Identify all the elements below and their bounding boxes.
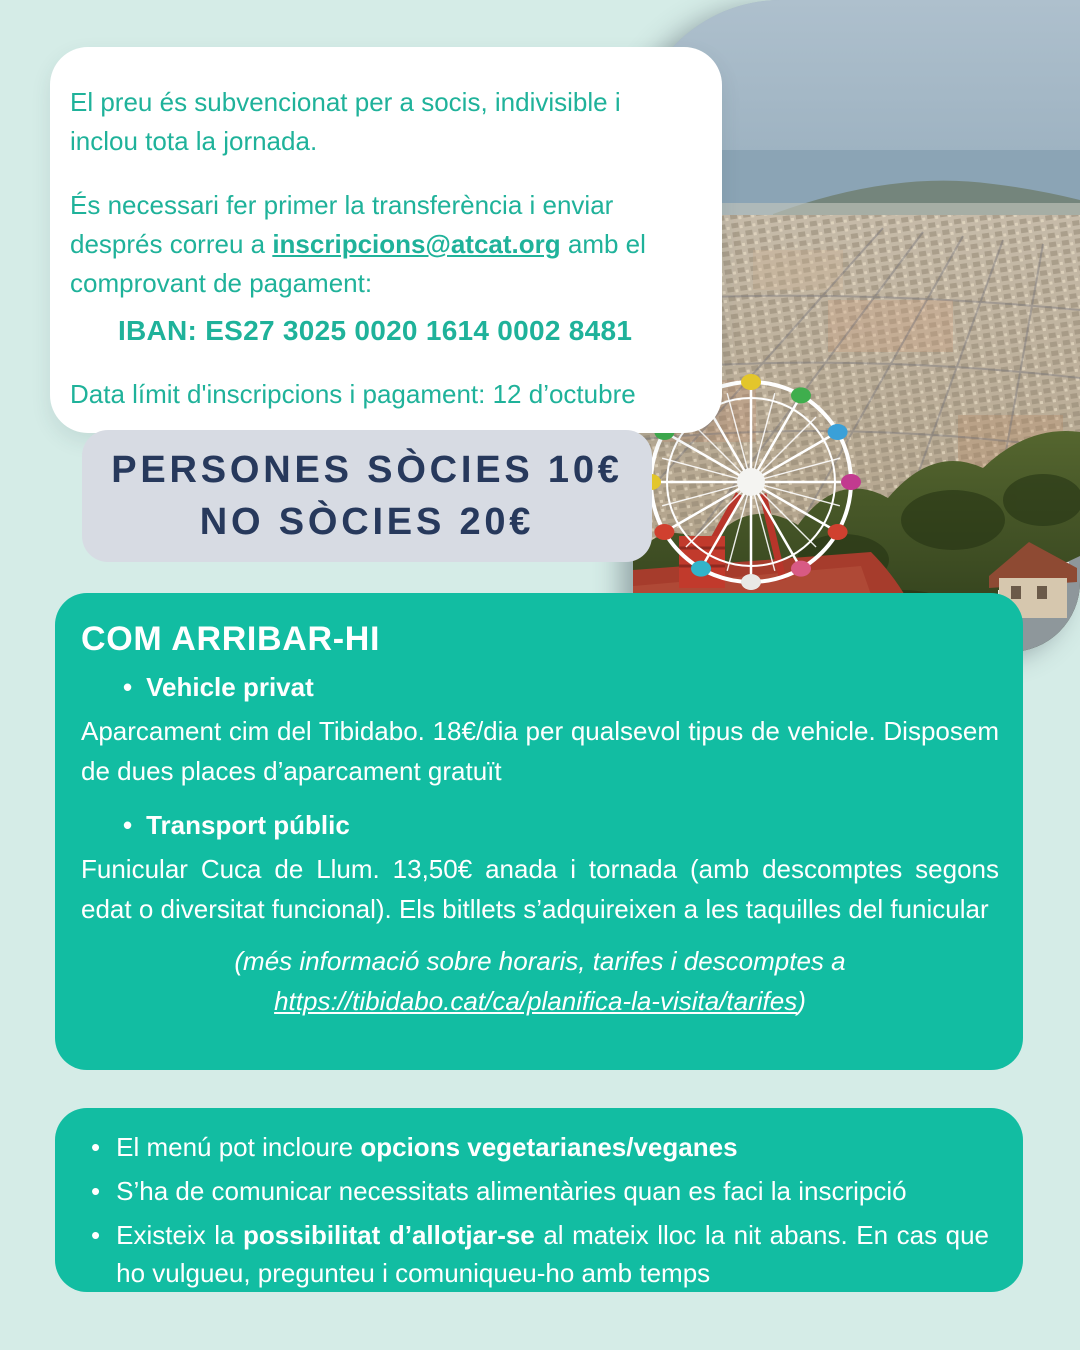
menu-item3-bold: possibilitat d’allotjar-se <box>243 1220 535 1250</box>
menu-info-card <box>55 1108 1023 1292</box>
menu-item3-before: Existeix la <box>116 1220 244 1250</box>
price-conditions-text: El preu és subvencionat per a socis, indivisible i inclou tota la jornada. <box>70 87 621 156</box>
bullet-icon: • <box>123 672 133 702</box>
price-box <box>82 430 652 562</box>
inscriptions-email-link[interactable]: inscripcions@atcat.org <box>272 229 561 259</box>
transport-bullet <box>123 807 999 843</box>
menu-item-vegetarian-text <box>116 1128 989 1166</box>
menu-item1-bold: opcions vegetarianes/veganes <box>360 1132 738 1162</box>
vehicle-bullet-label: Vehicle privat <box>146 672 314 702</box>
bullet-icon: • <box>91 1220 101 1250</box>
tariffs-note <box>121 941 959 1021</box>
registration-deadline-text: Data límit d'inscripcions i pagament: 12 d’octubre <box>70 379 636 409</box>
how-to-arrive-card <box>55 593 1023 1070</box>
transport-bullet-label: Transport públic <box>146 810 350 840</box>
vehicle-details-text: Aparcament cim del Tibidabo. 18€/dia per qualsevol tipus de vehicle. Disposem de dues places d’aparcament gratuït <box>81 716 999 786</box>
transfer-text-before: És necessari fer primer la transferència i enviar després correu a <box>70 190 614 259</box>
transport-details-text: Funicular Cuca de Llum. 13,50€ anada i tornada (amb descomptes segons edat o diversitat funcional). Els bitllets s’adquireixen a les taquilles del funicular <box>81 854 999 924</box>
menu-item1-before: El menú pot incloure <box>116 1132 361 1162</box>
transfer-instructions-text <box>70 186 672 303</box>
menu-item3-after: al mateix lloc la nit abans. En cas que ho vulgueu, pregunteu i comuniqueu-ho amb temps <box>116 1220 989 1288</box>
bullet-icon: • <box>91 1132 101 1162</box>
bullet-icon: • <box>123 810 133 840</box>
vehicle-bullet <box>123 669 999 705</box>
price-members-line: PERSONES SÒCIES 10€ <box>111 448 623 491</box>
tariffs-note-before: (més informació sobre horaris, tarifes i descomptes a <box>234 946 846 976</box>
menu-item-lodging <box>91 1216 989 1292</box>
menu-item-dietary-text: S’ha de comunicar necessitats alimentàries quan es faci la inscripció <box>116 1176 907 1206</box>
menu-item-vegetarian <box>91 1128 989 1166</box>
how-to-arrive-title: COM ARRIBAR-HI <box>81 620 381 658</box>
payment-info-card <box>50 47 722 433</box>
iban-number: IBAN: ES27 3025 0020 1614 0002 8481 <box>118 315 633 346</box>
menu-item-dietary <box>91 1172 989 1210</box>
menu-item-lodging-text <box>116 1216 989 1292</box>
transfer-text-after: amb el comprovant de pagament: <box>70 229 646 298</box>
bullet-icon: • <box>91 1176 101 1206</box>
tariffs-note-after: ) <box>797 986 806 1016</box>
tibidabo-tariffs-link[interactable]: https://tibidabo.cat/ca/planifica-la-visita/tarifes <box>274 986 798 1016</box>
price-non-members-line: NO SÒCIES 20€ <box>199 501 535 543</box>
